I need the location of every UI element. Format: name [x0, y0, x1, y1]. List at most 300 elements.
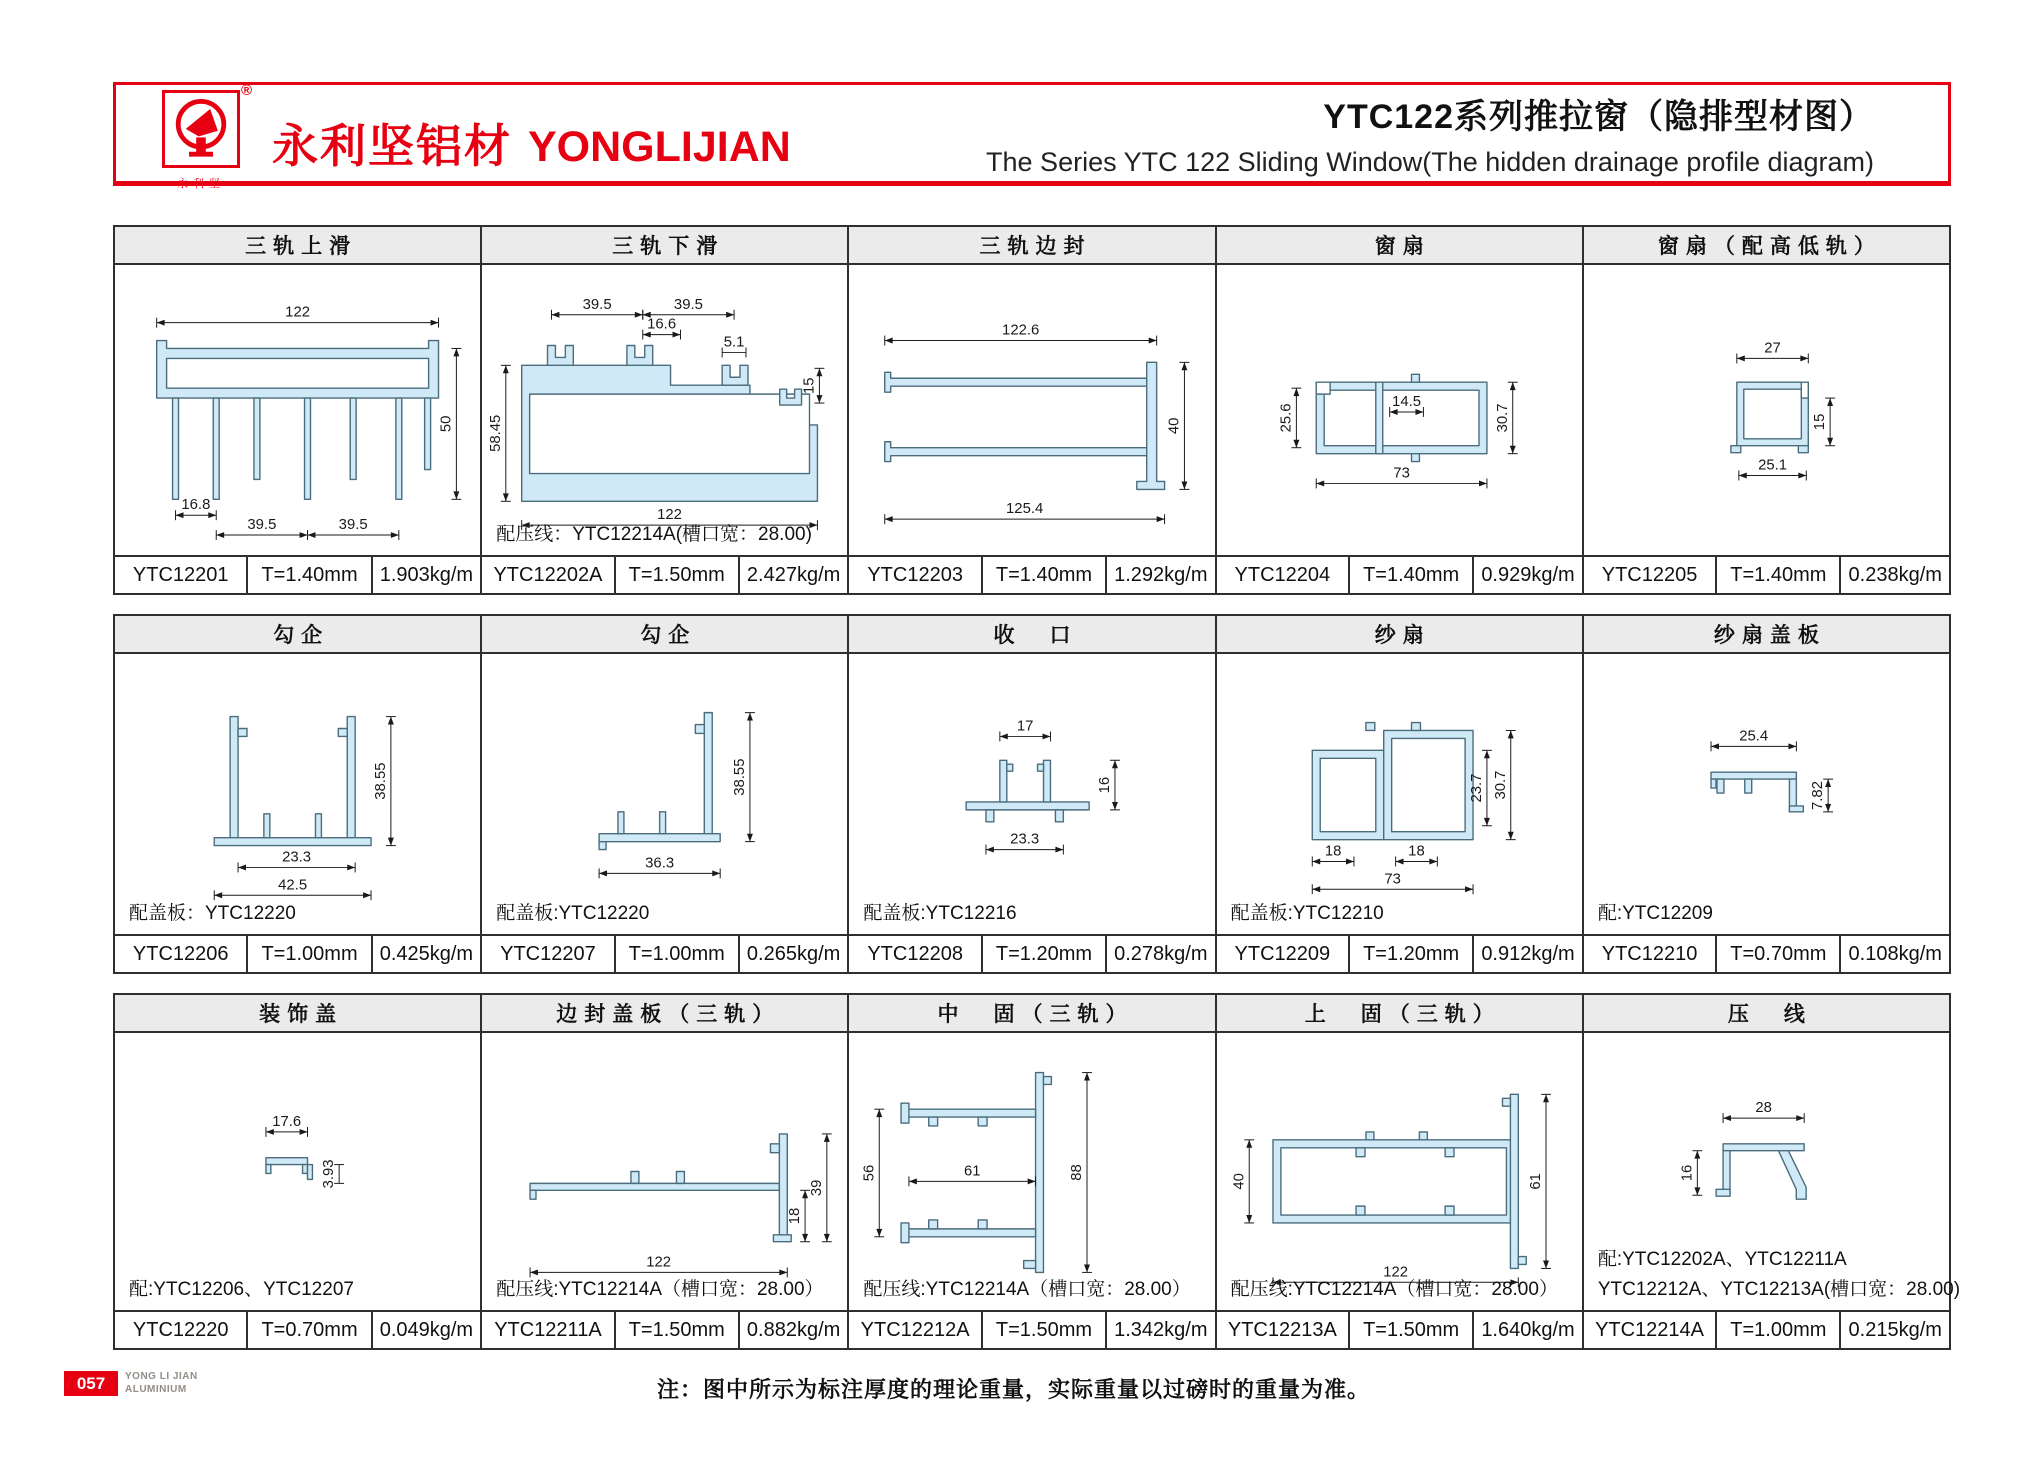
profile-shape	[167, 358, 429, 388]
cell-title	[1584, 995, 1949, 1033]
model-code: YTC12213A	[1227, 1318, 1337, 1341]
registered-mark: ®	[240, 82, 252, 99]
profile-drawing-area	[115, 265, 480, 555]
dimension	[1312, 871, 1473, 894]
cell-title-label: 勾企	[273, 624, 330, 647]
cell-title-label: 勾企	[640, 624, 697, 647]
dim-label: 23.3	[282, 849, 312, 866]
cell-title-label: 窗扇（配高低轨）	[1657, 235, 1882, 258]
cell-notes	[1231, 899, 1384, 928]
profile-shape	[266, 1165, 308, 1174]
model-code: YTC12212A	[860, 1318, 970, 1341]
cell-title-label: 装饰盖	[259, 1003, 344, 1026]
dimension	[1492, 730, 1515, 839]
dimension	[722, 334, 746, 357]
profile-shape	[266, 1158, 308, 1165]
profile-shape	[1391, 738, 1464, 831]
dimension	[1737, 340, 1808, 363]
cell-footer	[1217, 555, 1582, 593]
profile-drawing-area	[115, 1033, 480, 1310]
profile-drawing	[1217, 654, 1582, 934]
logo-swirl-icon	[165, 93, 237, 165]
weight-value: 0.278kg/m	[1105, 936, 1215, 972]
profile-drawing-area	[1584, 1033, 1961, 1310]
dim-label: 25.1	[1757, 457, 1787, 474]
weight-value: 1.640kg/m	[1472, 1312, 1582, 1348]
dim-label: 122.6	[1002, 322, 1040, 339]
cell-notes	[863, 1275, 1190, 1304]
dim-label: 56	[861, 1164, 878, 1182]
profile-shape	[530, 1183, 779, 1190]
profile-shape	[1723, 1151, 1730, 1196]
profile-cell	[480, 227, 847, 593]
dimension	[1739, 458, 1806, 481]
dim-label: 39.5	[338, 517, 368, 534]
cell-note: YTC12212A、YTC12213A(槽口宽：28.00)	[1597, 1278, 1961, 1300]
weight-value: 2.427kg/m	[738, 557, 848, 593]
profile-cell	[1582, 995, 1961, 1348]
profile-shape	[774, 1235, 792, 1242]
dim-label: 15	[1811, 413, 1828, 431]
profile-shape	[1036, 1073, 1044, 1273]
cell-title	[115, 227, 480, 265]
profile-drawing	[849, 265, 1214, 555]
cell-note: 配:YTC12209	[1597, 902, 1713, 924]
dimension	[1316, 465, 1487, 488]
profile-shape	[238, 729, 347, 737]
dim-label: 73	[1383, 871, 1401, 888]
cell-note: 配盖板:YTC12216	[863, 902, 1017, 924]
profile-shape	[901, 1103, 909, 1242]
cell-title	[115, 616, 480, 654]
dim-label: 36.3	[645, 855, 675, 872]
profile-shape	[1731, 446, 1808, 453]
dim-label: 3.93	[321, 1159, 338, 1189]
profile-cell	[115, 227, 480, 593]
page-title-block	[986, 89, 1948, 178]
cell-note: 配压线:YTC12214A（槽口宽：28.00）	[1230, 1278, 1558, 1300]
thickness-value: T=1.50mm	[981, 1312, 1105, 1348]
profile-cell	[847, 227, 1214, 593]
cell-note: 配盖板：YTC12220	[129, 902, 296, 924]
dimension	[787, 1190, 810, 1241]
cell-notes	[496, 899, 649, 928]
cell-footer	[482, 934, 847, 972]
cell-notes	[1231, 1275, 1558, 1304]
dim-label: 18	[1407, 843, 1425, 860]
dimension	[238, 849, 355, 872]
profile-shape	[1723, 1144, 1804, 1151]
profile-shape	[1007, 764, 1044, 771]
dimension	[885, 501, 1165, 524]
profile-shape	[1716, 1189, 1730, 1196]
profile-shape	[771, 1144, 780, 1153]
dim-label: 40	[1230, 1173, 1247, 1190]
model-code: YTC12201	[132, 563, 229, 586]
dim-label: 125.4	[1006, 501, 1044, 518]
cell-title-label: 三轨边封	[979, 235, 1092, 258]
profile-shape	[530, 1190, 536, 1199]
brand-name	[272, 120, 791, 172]
model-code: YTC12211A	[494, 1318, 602, 1341]
cell-title	[1217, 616, 1582, 654]
dim-label: 17	[1017, 718, 1034, 735]
dim-label: 30.7	[1492, 770, 1509, 800]
profile-shape	[230, 717, 355, 838]
weight-value: 0.882kg/m	[738, 1312, 848, 1348]
cell-title	[849, 616, 1214, 654]
model-code: YTC12209	[1234, 942, 1331, 965]
profile-shape	[618, 812, 666, 834]
profile-shape	[905, 1229, 1036, 1237]
profile-drawing-area	[849, 654, 1214, 934]
cell-notes	[1598, 1245, 1960, 1304]
cell-title	[482, 995, 847, 1033]
dim-label: 17.6	[272, 1113, 302, 1130]
profile-shape	[1366, 1132, 1427, 1140]
weight-value: 1.292kg/m	[1105, 557, 1215, 593]
model-code: YTC12214A	[1595, 1318, 1705, 1341]
dim-label: 16.8	[181, 497, 211, 514]
dim-label: 16	[1097, 776, 1114, 794]
thickness-value: T=1.40mm	[1348, 557, 1472, 593]
dimension	[1069, 1073, 1092, 1273]
dim-label: 58.45	[488, 414, 505, 452]
dimension	[732, 713, 755, 842]
profile-shape	[885, 442, 1147, 462]
dimension	[552, 297, 643, 320]
cell-title	[482, 227, 847, 265]
dimension	[438, 348, 461, 499]
weight-value: 0.425kg/m	[371, 936, 481, 972]
dim-label: 39.5	[674, 296, 704, 313]
thickness-value: T=1.00mm	[1715, 1312, 1839, 1348]
profile-cell	[1582, 616, 1949, 972]
dimension	[1679, 1151, 1702, 1196]
cell-footer	[115, 934, 480, 972]
dimension	[1167, 362, 1190, 489]
brand-logo	[162, 82, 252, 190]
thickness-value: T=1.20mm	[1348, 936, 1472, 972]
profile-shape	[1778, 1151, 1806, 1199]
thickness-value: T=0.70mm	[246, 1312, 370, 1348]
cell-title	[1217, 995, 1582, 1033]
profile-shape	[173, 398, 431, 499]
profile-shape	[1789, 806, 1803, 812]
profile-drawing	[1584, 265, 1949, 555]
dim-label: 25.4	[1739, 728, 1768, 745]
dimension	[862, 1109, 885, 1237]
profile-cell	[115, 616, 480, 972]
profile-cell	[1215, 227, 1582, 593]
profile-drawing	[849, 654, 1214, 934]
cell-title-label: 纱扇	[1374, 624, 1431, 647]
cell-note: 配盖板:YTC12210	[1230, 902, 1384, 924]
weight-value: 0.049kg/m	[371, 1312, 481, 1348]
cell-footer	[482, 1310, 847, 1348]
weight-value: 1.903kg/m	[371, 557, 481, 593]
dimension	[1097, 760, 1120, 810]
dim-label: 18	[787, 1207, 804, 1225]
model-code: YTC12208	[867, 942, 963, 965]
profile-drawing-area	[849, 1033, 1214, 1310]
cell-title	[1217, 227, 1582, 265]
dim-label: 61	[1527, 1173, 1544, 1190]
profile-drawing	[849, 1033, 1214, 1310]
weight-value: 0.912kg/m	[1472, 936, 1582, 972]
dim-label: 16.6	[647, 316, 677, 333]
thickness-value: T=1.50mm	[614, 1312, 738, 1348]
cell-title-label: 压 线	[1727, 1003, 1812, 1026]
profile-drawing	[115, 654, 480, 934]
dimension	[321, 1160, 344, 1189]
dim-label: 16	[1679, 1164, 1696, 1182]
weight-value: 0.215kg/m	[1839, 1312, 1949, 1348]
model-code: YTC12220	[132, 1318, 229, 1341]
cell-title-label: 纱扇盖板	[1713, 624, 1826, 647]
dim-label: 50	[438, 415, 455, 433]
weight-value: 0.108kg/m	[1839, 936, 1949, 972]
brand-name-en: YONGLIJIAN	[528, 123, 791, 171]
dimension	[1528, 1094, 1551, 1268]
profile-table-row-2	[113, 614, 1951, 974]
cell-footer	[849, 1310, 1214, 1348]
profile-shape	[705, 713, 713, 840]
thickness-value: T=1.00mm	[614, 936, 738, 972]
tables-container	[113, 225, 1961, 1369]
profile-cell	[480, 616, 847, 972]
dim-label: 15	[801, 377, 818, 394]
thickness-value: T=1.20mm	[981, 936, 1105, 972]
thickness-value: T=1.40mm	[246, 557, 370, 593]
page-number-badge: 057	[64, 1371, 118, 1396]
profile-shape	[1280, 1148, 1506, 1215]
dim-label: 5.1	[723, 334, 745, 351]
profile-drawing-area	[1584, 654, 1949, 934]
cell-note: 配压线:YTC12214A（槽口宽：28.00）	[863, 1278, 1191, 1300]
cell-title	[849, 995, 1214, 1033]
dimension	[1812, 398, 1835, 446]
model-code: YTC12207	[500, 942, 596, 965]
profile-shape	[214, 838, 371, 846]
model-code: YTC12202A	[493, 563, 603, 586]
profile-shape	[1510, 1094, 1518, 1268]
dimension	[214, 877, 371, 900]
dimension	[1000, 718, 1051, 741]
dimension	[885, 323, 1157, 346]
cell-title	[115, 995, 480, 1033]
profile-drawing-area	[482, 654, 847, 934]
profile-cell	[115, 995, 480, 1348]
profile-cell	[480, 995, 847, 1348]
cell-footer	[1584, 555, 1949, 593]
cell-note: 配压线:YTC12214A（槽口宽：28.00）	[496, 1278, 824, 1300]
dim-label: 122	[646, 1254, 672, 1271]
cell-footer	[1584, 1310, 1949, 1348]
dimension	[1231, 1140, 1254, 1223]
dimension	[266, 1114, 308, 1137]
weight-value: 1.342kg/m	[1105, 1312, 1215, 1348]
cell-notes	[1598, 899, 1713, 928]
cell-notes	[863, 899, 1016, 928]
brand-logo-icon	[162, 90, 240, 168]
profile-table-row-3	[113, 993, 1961, 1350]
dimension	[1723, 1100, 1804, 1123]
profile-drawing	[115, 1033, 480, 1310]
dim-label: 18	[1324, 843, 1341, 860]
profile-drawing-area	[1217, 1033, 1582, 1310]
dim-label: 88	[1069, 1164, 1086, 1181]
model-code: YTC12204	[1234, 563, 1331, 586]
dimension	[308, 517, 399, 540]
profile-drawing-area	[482, 265, 847, 555]
profile-cell	[847, 616, 1214, 972]
dimension	[599, 855, 720, 878]
cell-title	[1584, 616, 1949, 654]
dim-label: 25.6	[1278, 403, 1295, 433]
dimension	[216, 517, 307, 540]
profile-shape	[1375, 382, 1382, 453]
profile-drawing-area	[1217, 265, 1582, 555]
brand-name-cn: 永利坚铝材	[272, 120, 512, 172]
cell-footer	[1584, 934, 1949, 972]
thickness-value: T=1.40mm	[1715, 557, 1839, 593]
profile-shape	[1744, 389, 1802, 439]
cell-notes	[496, 1275, 823, 1304]
cell-footer	[849, 934, 1214, 972]
profile-shape	[631, 1172, 684, 1184]
profile-shape	[599, 842, 606, 850]
dim-label: 122	[285, 304, 311, 321]
weight-value: 0.238kg/m	[1839, 557, 1949, 593]
page-title: YTC122系列推拉窗（隐排型材图）	[1323, 97, 1874, 136]
model-code: YTC12205	[1601, 563, 1698, 586]
dim-label: 7.82	[1809, 781, 1826, 810]
dimension	[373, 717, 396, 846]
profile-shape	[1320, 758, 1376, 831]
dim-label: 40	[1166, 417, 1183, 435]
dimension	[643, 317, 681, 340]
dim-label: 38.55	[732, 758, 749, 796]
cell-title-label: 中 固（三轨）	[937, 1003, 1134, 1026]
dimension	[909, 1163, 1036, 1186]
cell-notes	[496, 520, 812, 549]
dim-label: 39	[809, 1179, 826, 1197]
cell-title	[1584, 227, 1949, 265]
model-code: YTC12206	[132, 942, 229, 965]
thickness-value: T=1.50mm	[1348, 1312, 1472, 1348]
profile-shape	[1316, 382, 1330, 394]
dimension	[1395, 844, 1437, 867]
cell-footer	[482, 555, 847, 593]
page-header	[113, 82, 1951, 190]
brand-caption: 永利坚	[177, 178, 225, 190]
dimension	[1810, 779, 1833, 812]
cell-footer	[849, 555, 1214, 593]
dim-label: 23.7	[1468, 773, 1485, 803]
cell-footer	[115, 1310, 480, 1348]
dim-label: 122	[1382, 1264, 1408, 1281]
dim-label: 23.3	[1010, 831, 1040, 848]
profile-drawing-area	[849, 265, 1214, 555]
dimension	[488, 365, 511, 501]
profile-drawing	[1217, 265, 1582, 555]
cell-title-label: 边封盖板（三轨）	[556, 1003, 781, 1026]
profile-cell	[847, 995, 1214, 1348]
cell-title-label: 窗扇	[1374, 235, 1431, 258]
cell-title	[482, 616, 847, 654]
cell-note: 配:YTC12206、YTC12207	[129, 1278, 354, 1300]
cell-footer	[115, 555, 480, 593]
cell-footer	[1217, 934, 1582, 972]
profile-drawing	[1584, 654, 1949, 934]
profile-shape	[780, 1134, 788, 1241]
profile-drawing-area	[1217, 654, 1582, 934]
cell-title-label: 上 固（三轨）	[1304, 1003, 1501, 1026]
weight-value: 0.265kg/m	[738, 936, 848, 972]
thickness-value: T=1.50mm	[614, 557, 738, 593]
footer-brand-line1: YONG LI JIAN	[125, 1371, 198, 1382]
cell-title-label: 三轨上滑	[245, 235, 358, 258]
cell-title-label: 三轨下滑	[612, 235, 725, 258]
profile-table-row-1	[113, 225, 1951, 595]
dimension	[1278, 388, 1301, 448]
profile-drawing	[482, 1033, 847, 1310]
profile-shape	[885, 372, 1147, 392]
profile-shape	[1711, 779, 1752, 793]
dim-label: 27	[1764, 340, 1781, 357]
thickness-value: T=0.70mm	[1715, 936, 1839, 972]
dim-label: 61	[964, 1163, 981, 1180]
dimension	[176, 497, 217, 520]
profile-cell	[1215, 995, 1582, 1348]
footer-brand-line2: ALUMINIUM	[125, 1383, 187, 1395]
thickness-value: T=1.00mm	[246, 936, 370, 972]
profile-shape	[986, 810, 1063, 822]
profile-drawing	[1217, 1033, 1582, 1310]
profile-shape	[696, 725, 705, 734]
cell-notes	[129, 1275, 354, 1304]
dimension	[1711, 728, 1796, 751]
profile-shape	[264, 814, 322, 838]
model-code: YTC12210	[1601, 942, 1698, 965]
profile-shape	[307, 1165, 312, 1180]
dimension	[986, 832, 1063, 855]
profile-drawing	[482, 265, 847, 555]
page-subtitle: The Series YTC 122 Sliding Window(The hidden drainage profile diagram)	[986, 146, 1874, 177]
weight-disclaimer-note: 注：图中所示为标注厚度的理论重量，实际重量以过磅时的重量为准。	[656, 1377, 1370, 1402]
profile-drawing	[482, 654, 847, 934]
dim-label: 38.55	[372, 762, 389, 800]
dimension	[1312, 844, 1354, 867]
dim-label: 122	[657, 507, 683, 524]
profile-drawing	[115, 265, 480, 555]
profile-shape	[905, 1109, 1036, 1117]
dimension	[809, 1134, 832, 1242]
profile-drawing-area	[482, 1033, 847, 1310]
dim-label: 14.5	[1391, 394, 1421, 411]
thickness-value: T=1.40mm	[981, 557, 1105, 593]
dim-label: 42.5	[278, 877, 308, 894]
profile-shape	[1711, 772, 1796, 779]
profile-shape	[1365, 723, 1420, 731]
profile-shape	[599, 834, 720, 842]
cell-note: 配:YTC12202A、YTC12211A	[1597, 1249, 1847, 1271]
profile-drawing-area	[115, 654, 480, 934]
profile-shape	[530, 394, 810, 473]
dim-label: 39.5	[582, 296, 612, 313]
dim-label: 30.7	[1494, 403, 1511, 433]
